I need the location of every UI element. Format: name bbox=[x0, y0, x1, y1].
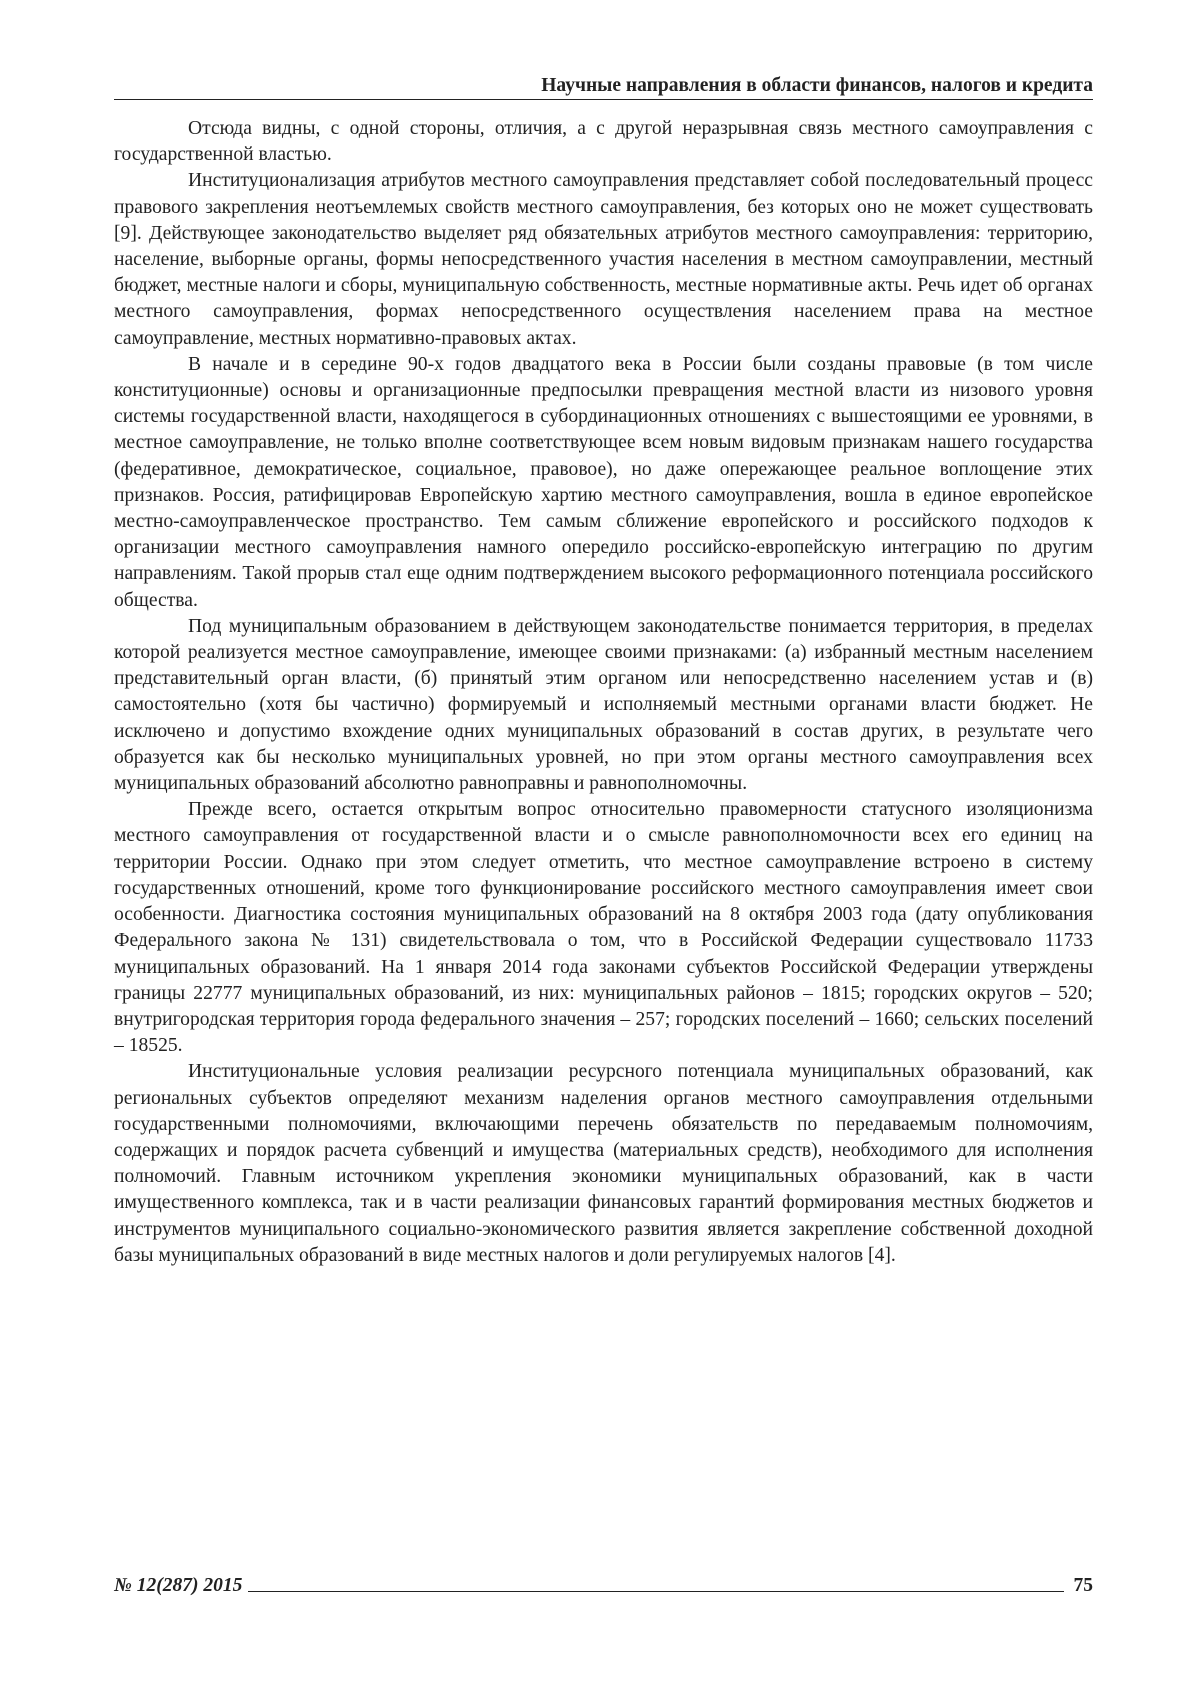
footer-rule bbox=[248, 1591, 1063, 1592]
paragraph: Прежде всего, остается открытым вопрос относительно правомерности статусного изоляционизма местного самоуправления от государственной власти и о смысле равнополномочности всех его единиц на территории России. Однако при этом следует отметить, что местное самоуправление встроено в систему государственных отношений, кроме того функционирование российского местного самоуправления имеет свои особенности. Диагностика состояния муниципальных образований на 8 октября 2003 года (дату опубликования Федерального закона № 131) свидетельствовала о том, что в Российской Федерации существовало 11733 муниципальных образований. На 1 января 2014 года законами субъектов Российской Федерации утверждены границы 22777 муниципальных образований, из них: муниципальных районов – 1815; городских округов – 520; внутригородская территория города федерального значения – 257; городских поселений – 1660; сельских поселений – 18525. bbox=[114, 797, 1093, 1059]
article-body bbox=[114, 116, 1093, 1269]
running-header-title: Научные направления в области финансов, налогов и кредита bbox=[541, 75, 1093, 96]
running-header bbox=[114, 74, 1093, 100]
paragraph: Под муниципальным образованием в действующем законодательстве понимается территория, в пределах которой реализуется местное самоуправление, имеющее своими признаками: (а) избранный местным населением представительный орган власти, (б) принятый этим органом или непосредственно населением устав и (в) самостоятельно (хотя бы частично) формируемый и исполняемый местными органами власти бюджет. Не исключено и допустимо вхождение одних муниципальных образований в состав других, в результате чего образуется как бы несколько муниципальных уровней, но при этом органы местного самоуправления всех муниципальных образований абсолютно равноправны и равнополномочны. bbox=[114, 614, 1093, 797]
page-footer bbox=[114, 1571, 1093, 1597]
paragraph: Институциональные условия реализации ресурсного потенциала муниципальных образований, как региональных субъектов определяют механизм наделения органов местного самоуправления отдельными государственными полномочиями, включающими перечень обязательств по передаваемым полномочиям, содержащих и порядок расчета субвенций и имущества (материальных средств), необходимого для исполнения полномочий. Главным источником укрепления экономики муниципальных образований, как в части имущественного комплекса, так и в части реализации финансовых гарантий формирования местных бюджетов и инструментов муниципального социально-экономического развития является закрепление собственной доходной базы муниципальных образований в виде местных налогов и доли регулируемых налогов [4]. bbox=[114, 1059, 1093, 1269]
page-number: 75 bbox=[1074, 1575, 1094, 1597]
issue-number: № 12(287) 2015 bbox=[114, 1575, 242, 1597]
paragraph: Институционализация атрибутов местного самоуправления представляет собой последовательный процесс правового закрепления неотъемлемых свойств местного самоуправления, без которых оно не может существовать [9]. Действующее законодательство выделяет ряд обязательных атрибутов местного самоуправления: территорию, население, выборные органы, формы непосредственного участия населения в местном самоуправлении, местный бюджет, местные налоги и сборы, муниципальную собственность, местные нормативные акты. Речь идет об органах местного самоуправления, формах непосредственного осуществления населением права на местное самоуправление, местных нормативно-правовых актах. bbox=[114, 168, 1093, 351]
paragraph: Отсюда видны, с одной стороны, отличия, а с другой неразрывная связь местного самоуправления с государственной властью. bbox=[114, 116, 1093, 168]
paragraph: В начале и в середине 90-х годов двадцатого века в России были созданы правовые (в том числе конституционные) основы и организационные предпосылки превращения местной власти из низового уровня системы государственной власти, находящегося в субординационных отношениях с вышестоящими ее уровнями, в местное самоуправление, не только вполне соответствующее всем новым видовым признакам нашего государства (федеративное, демократическое, социальное, правовое), но даже опережающее реальное воплощение этих признаков. Россия, ратифицировав Европейскую хартию местного самоуправления, вошла в единое европейское местно-самоуправленческое пространство. Тем самым сближение европейского и российского подходов к организации местного самоуправления намного опередило российско-европейскую интеграцию по другим направлениям. Такой прорыв стал еще одним подтверждением высокого реформационного потенциала российского общества. bbox=[114, 352, 1093, 614]
